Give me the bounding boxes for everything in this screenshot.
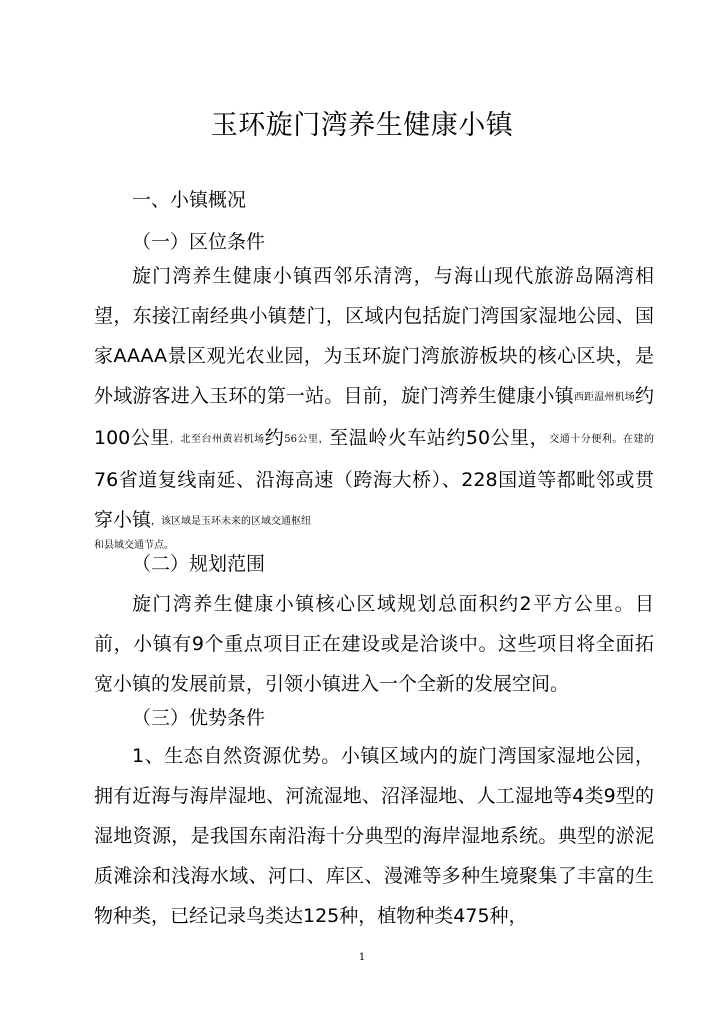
location-small-note-5: ，该区域是玉环未来的区域交通枢纽 [151, 516, 312, 527]
subsection-heading-location: （一）区位条件 [132, 231, 266, 253]
document-title: 玉环旋门湾养生健康小镇 [210, 110, 514, 141]
location-small-note-4: 交通十分便利。在建的 [549, 434, 655, 445]
location-text-d: 至温岭火车站约50公里， [329, 427, 550, 449]
section-heading-overview: 一、小镇概况 [132, 189, 247, 211]
paragraph-planning: 旋门湾养生健康小镇核心区域规划总面积约2平方公里。目前，小镇有9个重点项目正在建设或是洽谈中。这些项目将全面拓宽小镇的发展前景，引领小镇进入一个全新的发展空间。 [94, 593, 654, 695]
location-small-note-1: 西距温州机场 [573, 392, 635, 403]
location-text-c: 约 [264, 427, 285, 449]
subsection-heading-planning: （二）规划范围 [132, 553, 266, 575]
location-text-b: 约100公里 [94, 385, 654, 449]
page-number: 1 [358, 952, 366, 963]
location-text-a: 旋门湾养生健康小镇西邻乐清湾，与海山现代旅游岛隔湾相望，东接江南经典小镇楚门，区域内包括旋门湾国家湿地公园、国家AAAA景区观光农业园，为玉环旋门湾旅游板块的核心区块，是外域游客进入玉环的第一站。目前，旋门湾养生健康小镇 [94, 265, 654, 407]
location-small-note-3: 56公里， [284, 434, 330, 445]
location-small-note-2: ，北至台州黄岩机场 [169, 434, 265, 445]
paragraph-location [94, 256, 654, 556]
paragraph-advantages: 1、生态自然资源优势。小镇区域内的旋门湾国家湿地公园，拥有近海与海岸湿地、河流湿地、沼泽湿地、人工湿地等4类9型的湿地资源，是我国东南沿海十分典型的海岸湿地系统。典型的淤泥质滩涂和浅海水域、河口、库区、漫滩等多种生境聚集了丰富的生物种类，已经记录鸟类达125种，植物种类475种， [94, 745, 654, 927]
location-text-e: 76省道复线南延、沿海高速（跨海大桥）、228国道等都毗邻或贯穿小镇 [94, 469, 654, 531]
location-small-note-tail: 和县域交通节点。 [94, 540, 174, 551]
subsection-heading-advantages: （三）优势条件 [132, 707, 266, 729]
